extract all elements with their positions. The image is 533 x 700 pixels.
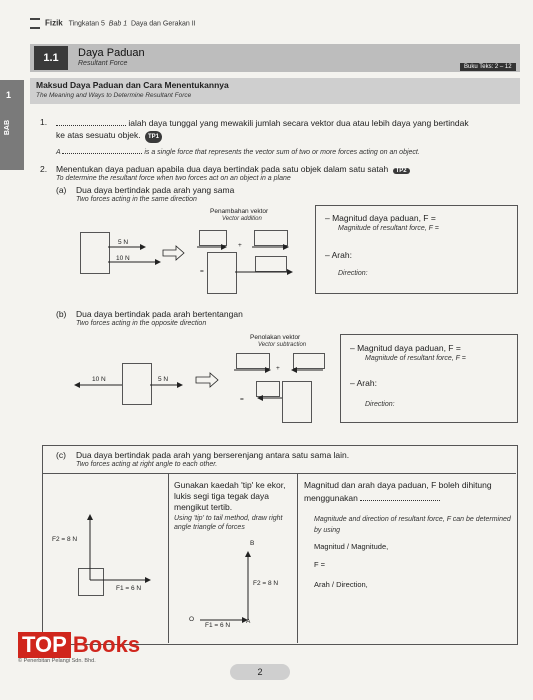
force-label-b1: 10 N — [92, 376, 106, 383]
tp-badge: TP2 — [393, 168, 410, 174]
implies-arrow-a — [163, 246, 184, 260]
vector-subtraction-sub: Vector subtraction — [258, 342, 307, 348]
f1-label-col1: F1 = 6 N — [116, 585, 142, 592]
section-title: Daya Paduan — [78, 47, 145, 59]
part-a-answer-1: – Magnitud daya paduan, F = — [325, 213, 436, 223]
logo-top: TOP — [18, 632, 71, 658]
f2-label-col1: F2 = 8 N — [52, 536, 78, 543]
part-a-answer-4: Direction: — [338, 270, 368, 277]
chapter-tab-number: 1 — [6, 90, 12, 100]
f1-label-col2: F1 = 6 N — [205, 622, 231, 629]
logo-books: Books — [72, 632, 141, 657]
part-c-col2-text: Gunakan kaedah 'tip' ke ekor, lukis segi tiga tegak daya mengikut tertib. — [174, 480, 286, 512]
part-c-col3-arah: Arah / Direction, — [314, 580, 368, 589]
plus-sign-a: + — [238, 242, 242, 249]
section-subtitle: Resultant Force — [78, 60, 128, 67]
part-a-answer-2: Magnitude of resultant force, F = — [338, 225, 439, 232]
force-label-b2: 5 N — [158, 376, 169, 383]
equals-sign-a: = — [200, 268, 204, 275]
part-a-text: Dua daya bertindak pada arah yang sama — [76, 185, 235, 195]
point-o-label: O — [189, 616, 195, 623]
part-b-text: Dua daya bertindak pada arah bertentangan — [76, 309, 243, 319]
force-label-a2: 10 N — [116, 255, 130, 262]
q1-en-prefix: A — [56, 149, 61, 156]
part-b-label: (b) — [56, 309, 67, 319]
part-c-col3-statement: Magnitud dan arah daya paduan, F boleh dihitung menggunakan — [304, 480, 492, 503]
part-c-col2-en: Using 'tip' to tail method, draw right angle triangle of forces — [174, 515, 283, 531]
part-c-col3-mag: Magnitud / Magnitude, — [314, 542, 389, 551]
part-c-en: Two forces acting at right angle to each other. — [76, 461, 218, 468]
chapter-label: Bab 1 — [108, 20, 128, 28]
part-c-col3-F: F = — [314, 560, 326, 569]
q2-statement: Menentukan daya paduan apabila dua daya bertindak pada satu objek dalam satu satah — [56, 164, 389, 174]
tp-badge: TP1 — [145, 131, 162, 143]
page-number: 2 — [230, 664, 290, 680]
textbook-ref: Buku Teks: 2 – 12 — [460, 63, 516, 71]
f2-label-col2: F2 = 8 N — [253, 580, 279, 587]
q2-en: To determine the resultant force when two forces act on an object in a plane — [56, 175, 291, 182]
part-a-en: Two forces acting in the same direction — [76, 196, 197, 203]
part-c-label: (c) — [56, 450, 66, 460]
vector-addition-title: Penambahan vektor — [210, 208, 269, 215]
part-b-answer-1: – Magnitud daya paduan, F = — [350, 343, 461, 353]
q2-number: 2. — [40, 164, 48, 174]
force-label-a1: 5 N — [118, 239, 129, 246]
part-a-label: (a) — [56, 185, 67, 195]
chapter-tab-label: BAB — [4, 120, 11, 136]
publisher-logo — [18, 632, 140, 664]
plus-sign-b: + — [276, 365, 280, 372]
part-b-answer-4: Direction: — [365, 401, 395, 408]
subsection-title: Maksud Daya Paduan dan Cara Menentukannya — [36, 80, 229, 90]
point-a-label: A — [246, 618, 251, 625]
part-b-en: Two forces acting in the opposite direction — [76, 320, 207, 327]
section-number: 1.1 — [34, 46, 68, 70]
vector-subtraction-title: Penolakan vektor — [250, 334, 301, 341]
part-c-col3-en: Magnitude and direction of resultant force, F can be determined by using — [314, 516, 511, 534]
part-b-answer-3: – Arah: — [350, 378, 377, 388]
q1-statement-cont: ke atas sesuatu objek. — [56, 130, 141, 140]
part-b-answer-2: Magnitude of resultant force, F = — [365, 355, 466, 362]
vector-addition-sub: Vector addition — [222, 216, 262, 222]
publisher-name: © Penerbitan Pelangi Sdn. Bhd. — [18, 658, 96, 664]
q1-statement: ialah daya tunggal yang mewakili jumlah secara vektor dua atau lebih daya yang bertindak — [128, 118, 469, 128]
part-a-answer-3: – Arah: — [325, 250, 352, 260]
chapter-title: Daya dan Gerakan II — [130, 20, 196, 28]
q1-number: 1. — [40, 117, 48, 127]
point-b-label: B — [250, 540, 255, 547]
form-label: Tingkatan 5 — [68, 20, 105, 28]
q1-en-text: is a single force that represents the vector sum of two or more forces acting on an object. — [144, 149, 420, 156]
subsection-subtitle: The Meaning and Ways to Determine Resultant Force — [36, 92, 192, 99]
part-c-text: Dua daya bertindak pada arah yang berserenjang antara satu sama lain. — [76, 450, 350, 460]
implies-arrow-b — [196, 373, 218, 387]
equals-sign-b: = — [240, 396, 244, 403]
brand: Fizik — [44, 18, 63, 28]
